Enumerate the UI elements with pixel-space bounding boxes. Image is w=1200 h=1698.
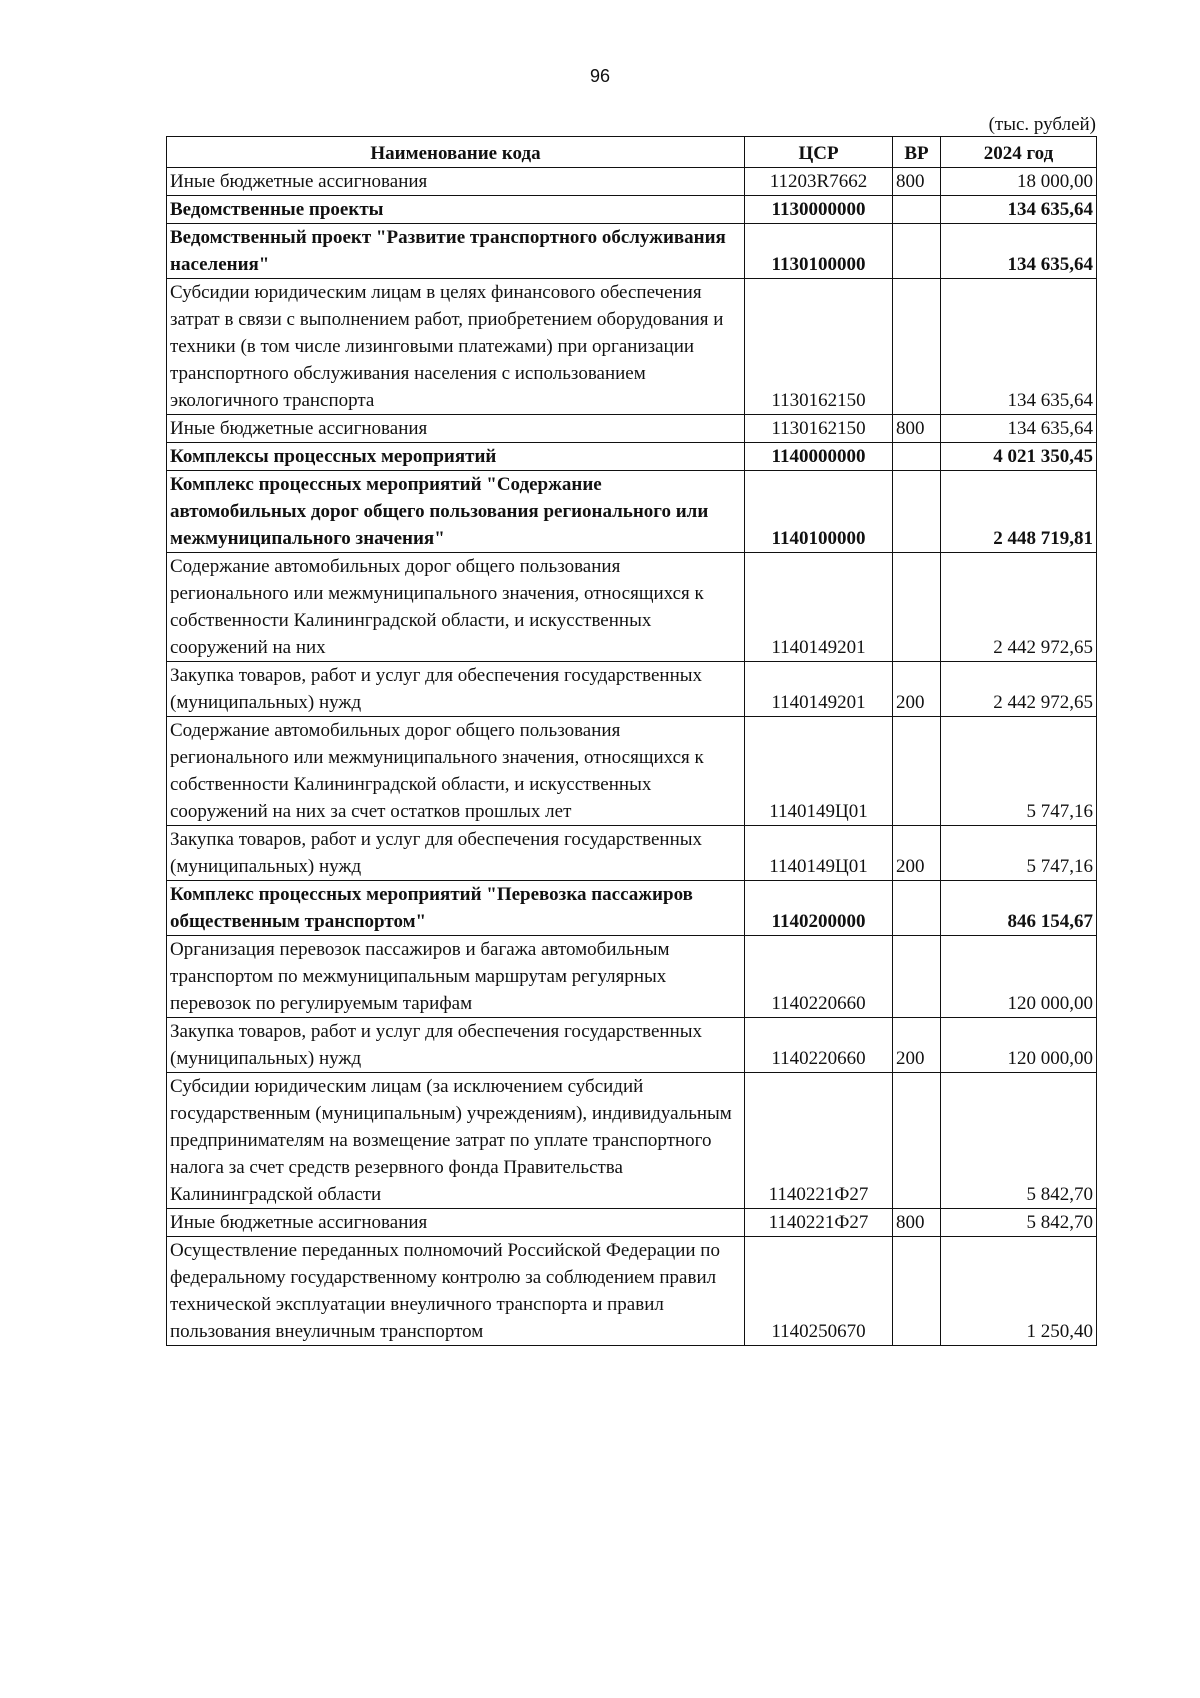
row-name: Субсидии юридическим лицам (за исключением субсидий государственным (муниципальным) учреждениям), индивидуальным предпринимателям на возмещение затрат по уплате транспортного налога за счет средств резервного фонда Правительства Калининградской области <box>167 1073 745 1209</box>
row-amount: 846 154,67 <box>941 881 1097 936</box>
row-name: Организация перевозок пассажиров и багажа автомобильным транспортом по межмуниципальным маршрутам регулярных перевозок по регулируемым тарифам <box>167 936 745 1018</box>
units-label: (тыс. рублей) <box>988 114 1096 135</box>
row-name: Закупка товаров, работ и услуг для обеспечения государственных (муниципальных) нужд <box>167 662 745 717</box>
row-name: Содержание автомобильных дорог общего пользования регионального или межмуниципального значения, относящихся к собственности Калининградской области, и искусственных сооружений на них <box>167 553 745 662</box>
row-amount: 5 842,70 <box>941 1209 1097 1237</box>
table-row <box>167 881 1097 936</box>
row-amount: 5 747,16 <box>941 826 1097 881</box>
table-row <box>167 471 1097 553</box>
row-name: Комплекс процессных мероприятий "Перевозка пассажиров общественным транспортом" <box>167 881 745 936</box>
table-row <box>167 279 1097 415</box>
row-name: Ведомственный проект "Развитие транспортного обслуживания населения" <box>167 224 745 279</box>
row-vr <box>893 881 941 936</box>
row-vr <box>893 196 941 224</box>
table-row <box>167 224 1097 279</box>
row-vr <box>893 717 941 826</box>
row-vr <box>893 1073 941 1209</box>
row-csr: 1140149Ц01 <box>745 717 893 826</box>
row-name: Субсидии юридическим лицам в целях финансового обеспечения затрат в связи с выполнением работ, приобретением оборудования и техники (в том числе лизинговыми платежами) при организации транспортного обслуживания населения с использованием экологичного транспорта <box>167 279 745 415</box>
row-vr <box>893 224 941 279</box>
row-amount: 5 842,70 <box>941 1073 1097 1209</box>
row-csr: 11203R7662 <box>745 168 893 196</box>
row-name: Осуществление переданных полномочий Российской Федерации по федеральному государственному контролю за соблюдением правил технической эксплуатации внеуличного транспорта и правил пользования внеуличным транспортом <box>167 1237 745 1346</box>
row-vr: 800 <box>893 168 941 196</box>
row-amount: 4 021 350,45 <box>941 443 1097 471</box>
row-csr: 1140149201 <box>745 662 893 717</box>
row-amount: 134 635,64 <box>941 415 1097 443</box>
row-csr: 1130162150 <box>745 415 893 443</box>
row-csr: 1130000000 <box>745 196 893 224</box>
row-vr: 800 <box>893 415 941 443</box>
row-vr: 200 <box>893 1018 941 1073</box>
row-amount: 1 250,40 <box>941 1237 1097 1346</box>
row-vr <box>893 936 941 1018</box>
row-name: Ведомственные проекты <box>167 196 745 224</box>
row-amount: 134 635,64 <box>941 279 1097 415</box>
row-name: Иные бюджетные ассигнования <box>167 415 745 443</box>
row-name: Иные бюджетные ассигнования <box>167 168 745 196</box>
table-row <box>167 1209 1097 1237</box>
row-vr: 200 <box>893 662 941 717</box>
table-row <box>167 1237 1097 1346</box>
table-header-row <box>167 137 1097 168</box>
row-csr: 1140221Ф27 <box>745 1073 893 1209</box>
table-row <box>167 443 1097 471</box>
table-row <box>167 168 1097 196</box>
page-number: 96 <box>589 66 611 86</box>
table-row <box>167 717 1097 826</box>
row-amount: 120 000,00 <box>941 1018 1097 1073</box>
header-name: Наименование кода <box>167 137 745 168</box>
row-csr: 1130162150 <box>745 279 893 415</box>
budget-table <box>166 136 1097 1346</box>
row-name: Комплексы процессных мероприятий <box>167 443 745 471</box>
row-amount: 2 448 719,81 <box>941 471 1097 553</box>
row-name: Закупка товаров, работ и услуг для обеспечения государственных (муниципальных) нужд <box>167 1018 745 1073</box>
row-amount: 18 000,00 <box>941 168 1097 196</box>
row-vr: 800 <box>893 1209 941 1237</box>
row-csr: 1140221Ф27 <box>745 1209 893 1237</box>
table-body <box>167 168 1097 1346</box>
row-vr: 200 <box>893 826 941 881</box>
row-csr: 1140250670 <box>745 1237 893 1346</box>
row-amount: 134 635,64 <box>941 196 1097 224</box>
row-csr: 1140149201 <box>745 553 893 662</box>
table-row <box>167 1073 1097 1209</box>
row-amount: 120 000,00 <box>941 936 1097 1018</box>
table-row <box>167 415 1097 443</box>
row-vr <box>893 553 941 662</box>
row-csr: 1140100000 <box>745 471 893 553</box>
row-csr: 1140149Ц01 <box>745 826 893 881</box>
table-row <box>167 936 1097 1018</box>
row-csr: 1140200000 <box>745 881 893 936</box>
table-row <box>167 1018 1097 1073</box>
row-amount: 134 635,64 <box>941 224 1097 279</box>
header-csr: ЦСР <box>745 137 893 168</box>
row-name: Закупка товаров, работ и услуг для обеспечения государственных (муниципальных) нужд <box>167 826 745 881</box>
header-vr: ВР <box>893 137 941 168</box>
row-name: Комплекс процессных мероприятий "Содержание автомобильных дорог общего пользования регионального или межмуниципального значения" <box>167 471 745 553</box>
table-row <box>167 553 1097 662</box>
row-csr: 1140220660 <box>745 936 893 1018</box>
row-amount: 5 747,16 <box>941 717 1097 826</box>
row-vr <box>893 279 941 415</box>
row-amount: 2 442 972,65 <box>941 662 1097 717</box>
row-csr: 1130100000 <box>745 224 893 279</box>
row-vr <box>893 471 941 553</box>
row-csr: 1140220660 <box>745 1018 893 1073</box>
table-row <box>167 826 1097 881</box>
row-name: Содержание автомобильных дорог общего пользования регионального или межмуниципального значения, относящихся к собственности Калининградской области, и искусственных сооружений на них за счет остатков прошлых лет <box>167 717 745 826</box>
row-csr: 1140000000 <box>745 443 893 471</box>
row-amount: 2 442 972,65 <box>941 553 1097 662</box>
table-row <box>167 662 1097 717</box>
row-vr <box>893 1237 941 1346</box>
header-year: 2024 год <box>941 137 1097 168</box>
table-row <box>167 196 1097 224</box>
row-vr <box>893 443 941 471</box>
row-name: Иные бюджетные ассигнования <box>167 1209 745 1237</box>
